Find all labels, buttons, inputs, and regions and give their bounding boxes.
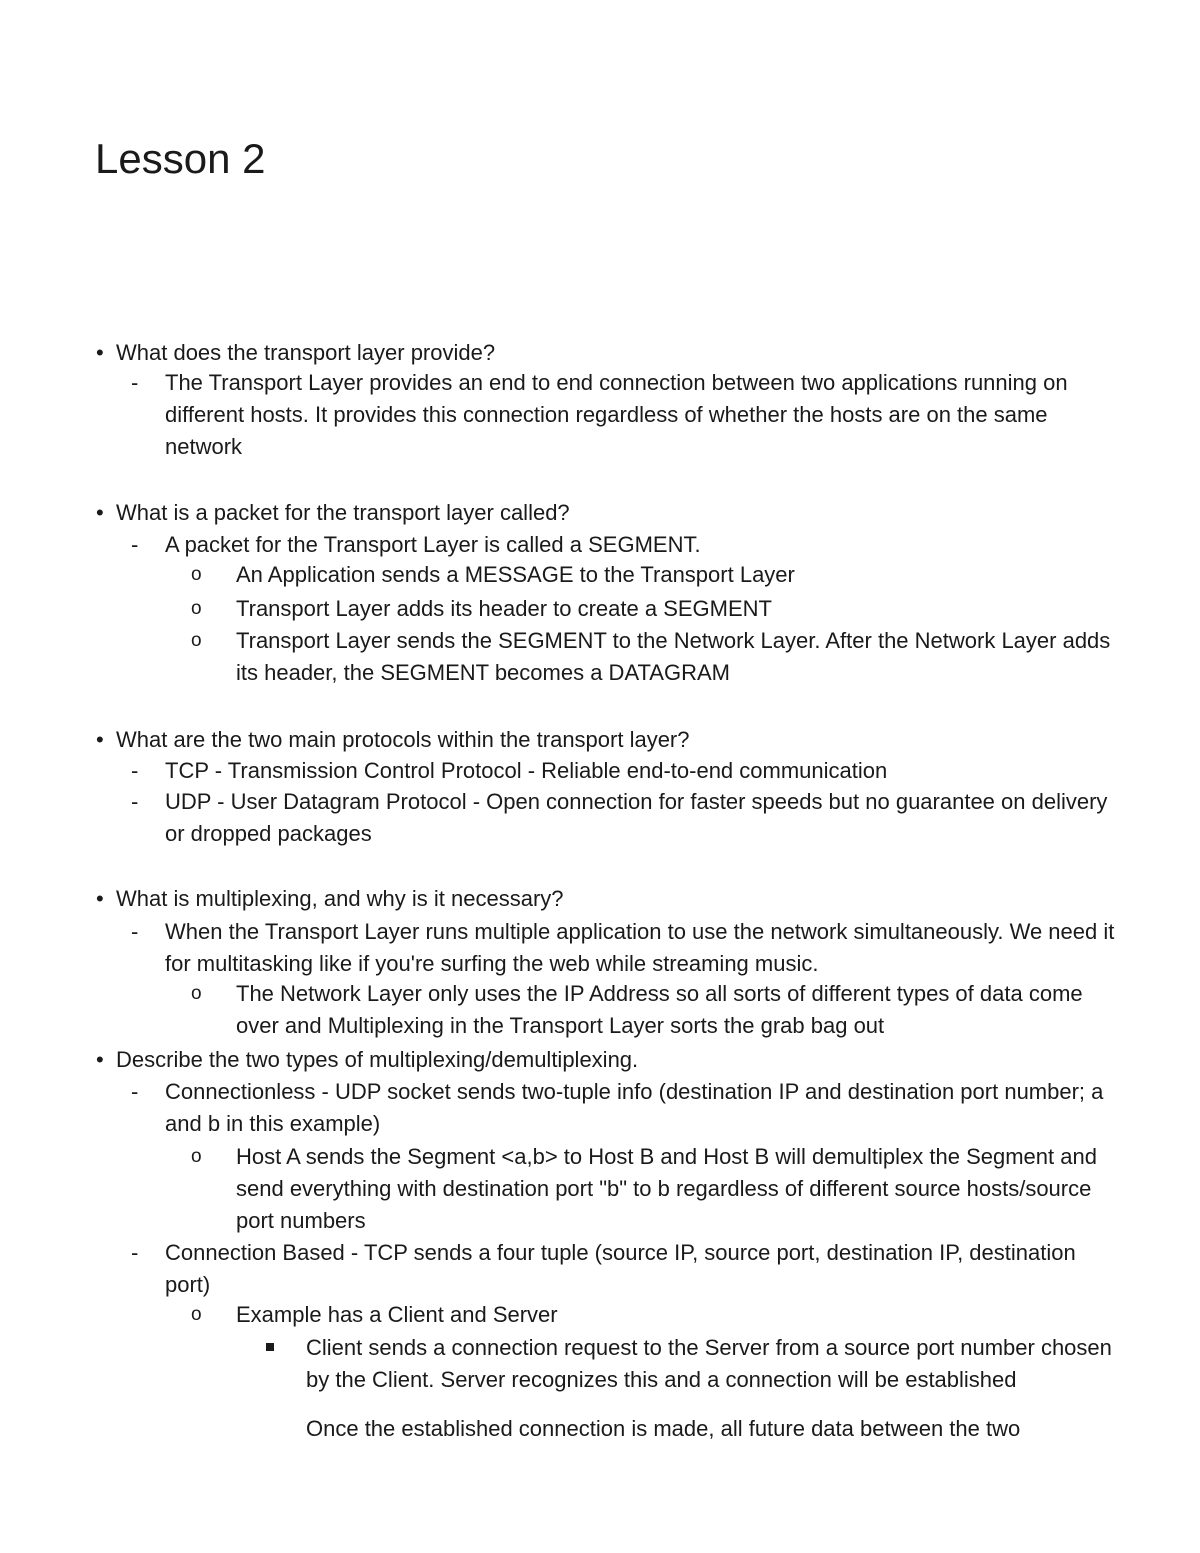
dash-marker: - (131, 789, 139, 814)
circle-marker: o (191, 1304, 202, 1325)
question-text: What does the transport layer provide? (116, 340, 496, 365)
square-bullet-icon (266, 1343, 274, 1351)
sub-item-text: Transport Layer sends the SEGMENT to the Network Layer. After the Network Layer adds its header, the SEGMENT becomes a DATAGRAM (236, 628, 1111, 685)
answer-text: Connectionless - UDP socket sends two-tuple info (destination IP and destination port number; a and b in this example) (165, 1079, 1104, 1136)
sub-item-text: Example has a Client and Server (236, 1302, 558, 1327)
question-text: Describe the two types of multiplexing/demultiplexing. (116, 1047, 639, 1072)
question-3 (96, 724, 690, 756)
page-title: Lesson 2 (95, 135, 266, 182)
answer-text: A packet for the Transport Layer is called a SEGMENT. (165, 532, 701, 557)
answer-text: The Transport Layer provides an end to end connection between two applications running on different hosts. It provides this connection regardless of whether the hosts are on the same network (165, 370, 1068, 459)
dash-marker: - (131, 1079, 139, 1104)
circle-marker: o (191, 598, 202, 619)
sub-item-text: Host A sends the Segment <a,b> to Host B and Host B will demultiplex the Segment and send everything with destination port "b" to b regardless of different source hosts/source port numbers (236, 1144, 1097, 1233)
dash-marker: - (131, 370, 139, 395)
answer-text: UDP - User Datagram Protocol - Open connection for faster speeds but no guarantee on delivery or dropped packages (165, 789, 1108, 846)
circle-marker: o (191, 630, 202, 651)
bullet-icon: • (96, 886, 104, 911)
dash-marker: - (131, 1240, 139, 1265)
question-1 (96, 337, 495, 369)
answer-text: Connection Based - TCP sends a four tuple (source IP, source port, destination IP, destination port) (165, 1240, 1076, 1297)
question-5 (96, 1044, 638, 1076)
bullet-icon: • (96, 727, 104, 752)
question-2 (96, 497, 570, 529)
question-4 (96, 883, 564, 915)
question-text: What is a packet for the transport layer called? (116, 500, 570, 525)
answer-text: When the Transport Layer runs multiple application to use the network simultaneously. We need it for multitasking like if you're surfing the web while streaming music. (165, 919, 1115, 976)
dash-marker: - (131, 919, 139, 944)
bullet-icon: • (96, 1047, 104, 1072)
circle-marker: o (191, 983, 202, 1004)
dash-marker: - (131, 758, 139, 783)
cut-off-text: Once the established connection is made, all future data between the two (306, 1416, 1021, 1441)
question-text: What is multiplexing, and why is it necessary? (116, 886, 564, 911)
sub-item-text: Transport Layer adds its header to create a SEGMENT (236, 596, 772, 621)
dash-marker: - (131, 532, 139, 557)
circle-marker: o (191, 564, 202, 585)
sub-item-text: An Application sends a MESSAGE to the Transport Layer (236, 562, 795, 587)
question-text: What are the two main protocols within the transport layer? (116, 727, 690, 752)
answer-text: TCP - Transmission Control Protocol - Reliable end-to-end communication (165, 758, 888, 783)
circle-marker: o (191, 1146, 202, 1167)
sub-item-text: The Network Layer only uses the IP Address so all sorts of different types of data come over and Multiplexing in the Transport Layer sorts the grab bag out (236, 981, 1083, 1038)
cut-off-line (306, 1416, 1046, 1443)
bullet-icon: • (96, 340, 104, 365)
bullet-icon: • (96, 500, 104, 525)
sub-sub-item-text: Client sends a connection request to the Server from a source port number chosen by the Client. Server recognizes this and a connection will be established (306, 1335, 1112, 1392)
